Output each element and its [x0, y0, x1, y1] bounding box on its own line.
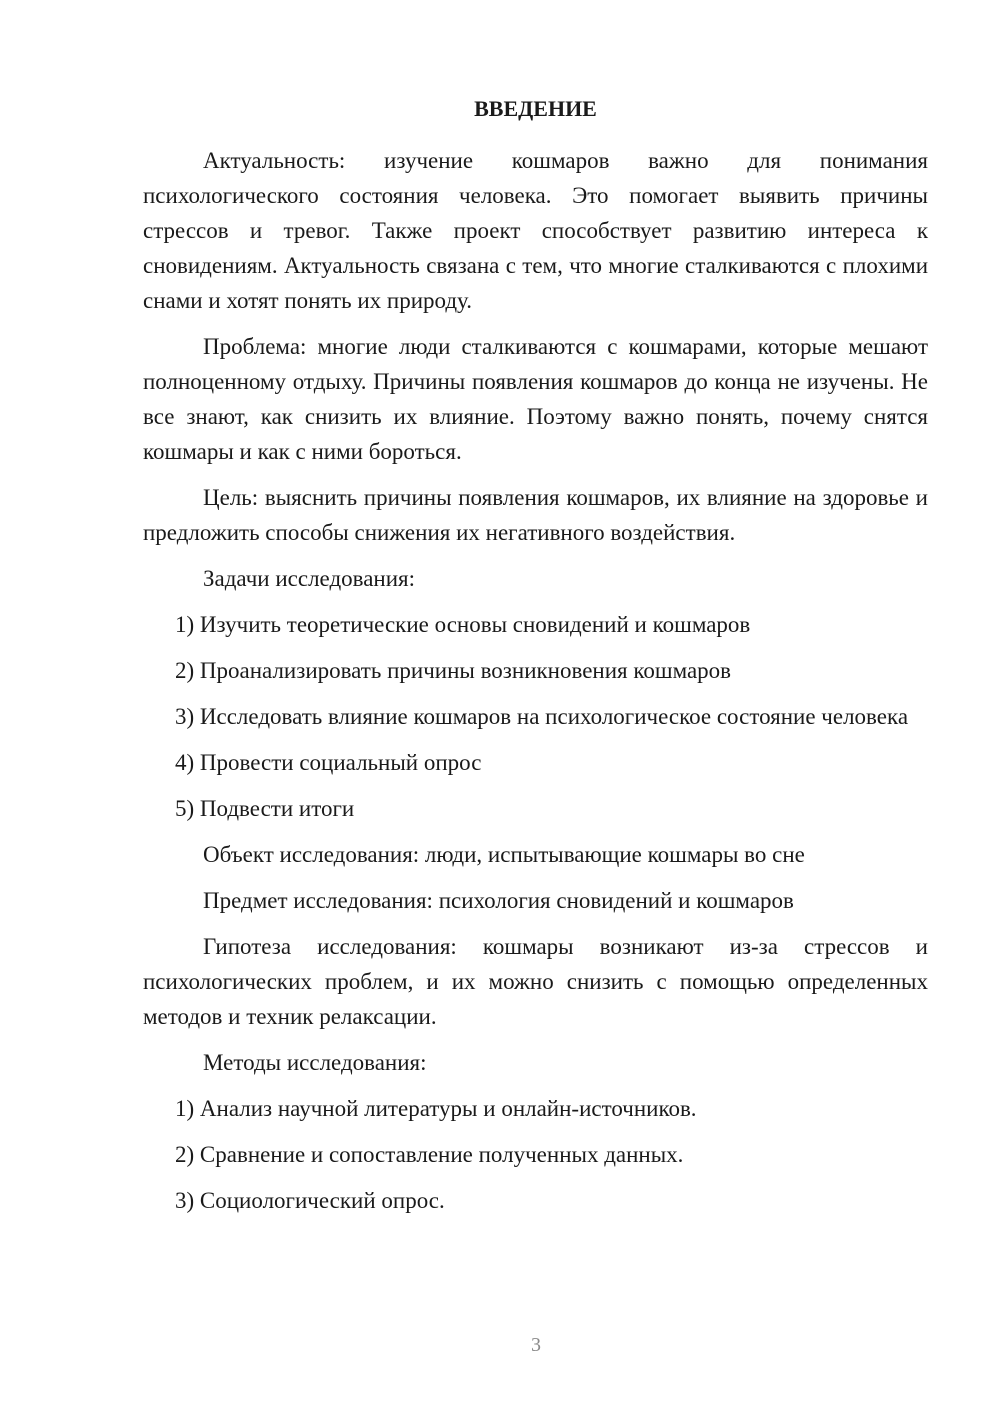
task-item-3: 3) Исследовать влияние кошмаров на психологическое состояние человека	[175, 704, 909, 729]
paragraph-problem: Проблема: многие люди сталкиваются с кошмарами, которые мешают полноценному отдыху. Причины появления кошмаров до конца не изучены. Не все знают, как снизить их влияние. Поэтому важно понять, почему снятся кошмары и как с ними бороться.	[143, 334, 928, 464]
tasks-heading: Задачи исследования:	[203, 566, 416, 591]
paragraph-subject: Предмет исследования: психология сновидений и кошмаров	[203, 888, 794, 913]
task-item-5: 5) Подвести итоги	[175, 796, 355, 821]
task-item-4: 4) Провести социальный опрос	[175, 750, 482, 775]
method-item-2: 2) Сравнение и сопоставление полученных данных.	[175, 1142, 684, 1167]
page-content	[143, 91, 928, 1218]
method-item-1: 1) Анализ научной литературы и онлайн-источников.	[175, 1096, 697, 1121]
page-number: 3	[531, 1334, 541, 1356]
paragraph-hypothesis: Гипотеза исследования: кошмары возникают из-за стрессов и психологических проблем, и их можно снизить с помощью определенных методов и техник релаксации.	[143, 934, 928, 1029]
method-item-3: 3) Социологический опрос.	[175, 1188, 445, 1213]
task-item-1: 1) Изучить теоретические основы сновидений и кошмаров	[175, 612, 751, 637]
methods-heading: Методы исследования:	[203, 1050, 427, 1075]
paragraph-goal: Цель: выяснить причины появления кошмаров, их влияние на здоровье и предложить способы снижения их негативного воздействия.	[143, 485, 928, 545]
paragraph-object: Объект исследования: люди, испытывающие кошмары во сне	[203, 842, 805, 867]
section-title: ВВЕДЕНИЕ	[474, 96, 597, 121]
task-item-2: 2) Проанализировать причины возникновения кошмаров	[175, 658, 732, 683]
paragraph-relevance: Актуальность: изучение кошмаров важно для понимания психологического состояния человека. Это помогает выявить причины стрессов и тревог. Также проект способствует развитию интереса к сновидениям. Актуальность связана с тем, что многие сталкиваются с плохими снами и хотят понять их природу.	[143, 148, 928, 313]
